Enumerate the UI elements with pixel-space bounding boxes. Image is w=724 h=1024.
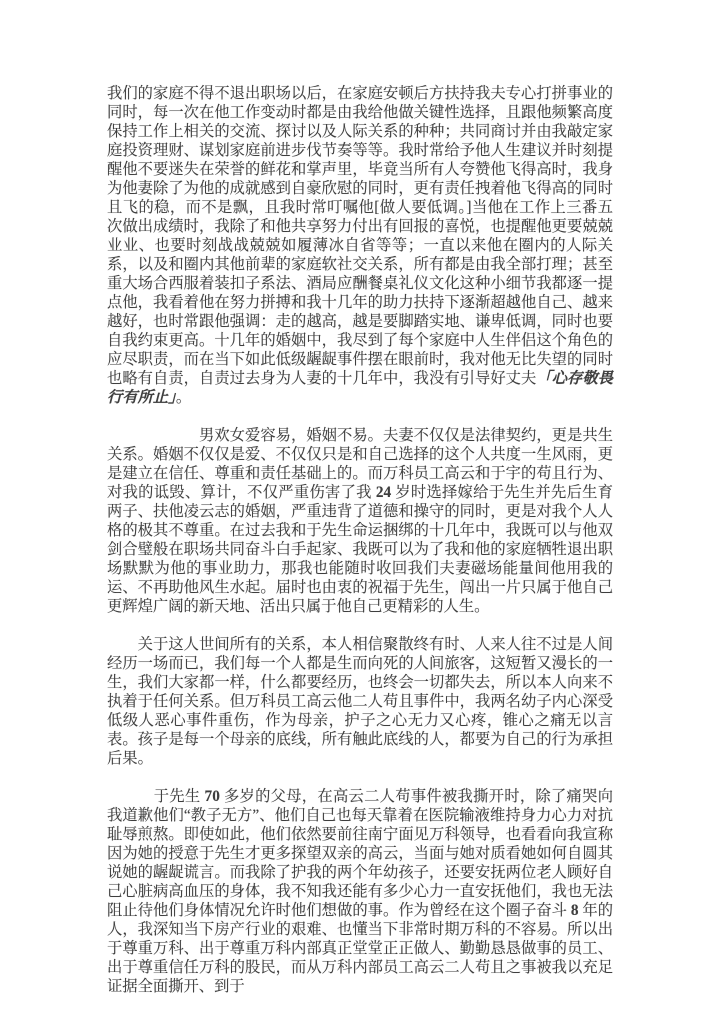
- paragraph-2: [107, 426, 613, 616]
- body-text: 男欢女爱容易，婚姻不易。夫妻不仅仅是法律契约，更是共生关系。婚姻不仅仅是爱、不仅仅只是和自己选择的这个人共度一生风雨，更是建立在信任、尊重和责任基础上的。而万科员工高云和于宇的苟且行为、对我的诋毁、算计，不仅严重伤害了我: [107, 427, 613, 501]
- body-text: 我们的家庭不得不退出职场以后，在家庭安顿后方扶持我夫专心打拼事业的同时，每一次在他工作变动时都是由我给他做关键性选择，且跟他频繁高度保持工作上相关的交流、探讨以及人际关系的种种；共同商讨并由我敲定家庭投资理财、谋划家庭前进步伐节奏等等。我时常给予他人生建议并时刻提醒他不要迷失在荣誉的鲜花和掌声里，毕竟当所有人夸赞他飞得高时，我身为他妻除了为他的成就感到自豪欣慰的同时，更有责任拽着他飞得高的同时且飞的稳，而不是飘，且我时常叮嘱他[做人要低调。]当他在工作上三番五次做出成绩时，我除了和他共享努力付出有回报的喜悦，也提醒他更要兢兢业业、也要时刻战战兢兢如履薄冰自省等等；一直以来他在圈内的人际关系，以及和圈内其他前辈的家庭软社交关系，所有都是由我全部打理；甚至重大场合西服着装扣子系法、酒局应酬餐桌礼仪文化这种小细节我都逐一提点他，我看着他在努力拼搏和我十几年的助力扶持下逐渐超越他自己、越来越好，也时常跟他强调：走的越高，越是要脚踏实地、谦卑低调，同时也要自我约束更高。十几年的婚姻中，我尽到了每个家庭中人生伴侣这个角色的应尽职责，而在当下如此低级龌龊事件摆在眼前时，我对他无比失望的同时也略有自责，自责过去身为人妻的十几年中，我没有引导好丈夫: [107, 85, 613, 387]
- body-text: 于先生: [107, 788, 205, 805]
- document-text: [107, 84, 613, 996]
- emphasis-text: 「心存敬畏 行有所止」: [107, 370, 613, 406]
- paragraph-4: [107, 787, 613, 996]
- body-text: 年的人，我深知当下房产行业的艰难、也懂当下非常时期万科的不容易。所以出于尊重万科、出于尊重万科内部真正堂堂正正做人、勤勤恳恳做事的员工、出于尊重信任万科的股民，而从万科内部员工高云二人苟且之事被我以充足证据全面撕开、到于: [107, 902, 614, 995]
- emphasis-text: 70: [204, 788, 220, 805]
- body-text: 。: [175, 389, 192, 406]
- body-text: 多岁的父母，在高云二人苟事件被我撕开时，除了痛哭向我道歉他们“教子无方”、他们自己也每天靠着在医院输液维持身力心力对抗耻辱煎熬。即使如此，他们依然要前往南宁面见万科领导，也看看向我宣称因为她的授意于先生才更多探望双亲的高云，当面与她对质看她如何自圆其说她的龌龊谎言。而我除了护我的两个年幼孩子，还要安抚两位老人顾好自己心脏病高血压的身体，我不知我还能有多少心力一直安抚他们，我也无法阻止待他们身体情况允许时他们想做的事。作为曾经在这个圈子奋斗: [107, 788, 614, 919]
- emphasis-text: 8: [570, 902, 579, 919]
- emphasis-text: 24: [375, 484, 392, 501]
- paragraph-3: [107, 635, 613, 768]
- body-text: 关于这人世间所有的关系，本人相信聚散终有时、人来人往不过是人间经历一场而已，我们每一个人都是生而向死的人间旅客，这短暂又漫长的一生，我们大家都一样，什么都要经历，也终会一切都失去，所以本人向来不执着于任何关系。但万科员工高云他二人苟且事件中，我两名幼子内心深受低级人恶心事件重伤，作为母亲，护子之心无力又心疼，锥心之痛无以言表。孩子是每一个母亲的底线，所有触此底线的人，都要为自己的行为承担后果。: [107, 636, 613, 767]
- paragraph-1: [107, 84, 613, 407]
- body-text: 岁时选择嫁给于先生并先后生育两子、扶他凌云志的婚姻，严重违背了道德和操守的同时，更是对我个人人格的极其不尊重。在过去我和于先生命运捆绑的十几年中，我既可以与他双剑合璧般在职场共同奋斗白手起家、我既可以为了我和他的家庭牺牲退出职场默默为他的事业助力，那我也能随时收回我们夫妻磁场能量间他用我的运、不再助他风生水起。届时也由衷的祝福于先生，闯出一片只属于他自己更辉煌广阔的新天地、活出只属于他自己更精彩的人生。: [107, 484, 614, 615]
